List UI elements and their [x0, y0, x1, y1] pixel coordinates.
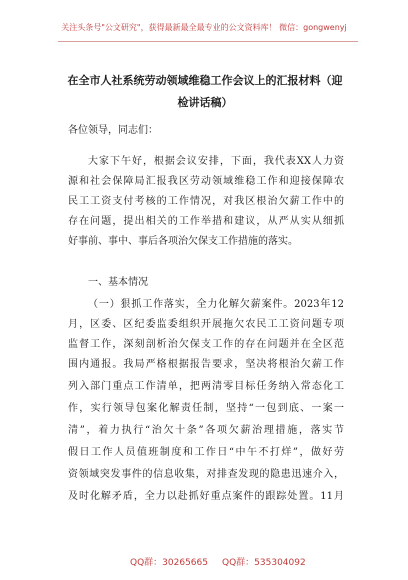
document-title [50, 70, 360, 114]
section-line: 假日工作人员值班制度和工作日“中午不打烊”，做好劳 [68, 447, 344, 458]
header-divider [58, 41, 358, 42]
intro-line: 源和社会保障局汇报我区劳动领域维稳工作和迎接保障农 [68, 176, 344, 187]
intro-line: 存在问题，提出相关的工作举措和建议，从严从实从细抓 [68, 216, 344, 227]
section-line: 月，区委、区纪委监委组织开展拖欠农民工工资问题专项 [68, 319, 344, 330]
qq-group-label: QQ群：30265665 [130, 558, 208, 568]
title-line-1: 在全市人社系统劳动领域维稳工作会议上的汇报材料（迎 [67, 74, 343, 87]
section-line: 资领域突发事件的信息收集，对排查发现的隐患迅速介入， [68, 469, 344, 480]
qq-group-label-2: QQ群：535304092 [222, 558, 306, 568]
intro-line: 民工工资支付考核的工作情况，对我区根治欠薪工作中的 [68, 196, 344, 207]
section-line: 围内通报。我局严格根据报告要求，坚决将根治欠薪工作 [68, 359, 344, 370]
section-line: 及时化解矛盾，全力以赴抓好重点案件的跟踪处置。11月 [68, 491, 344, 502]
intro-line: 大家下午好，根据会议安排，下面，我代表XX人力资 [88, 156, 344, 167]
section-line: 清”，着力执行“治欠十条”各项欠薪治理措施，落实节 [68, 425, 344, 436]
salutation: 各位领导，同志们： [68, 125, 158, 136]
section-line: 作，实行领导包案化解责任制，坚持“一包到底、一案一 [68, 403, 344, 414]
title-line-2: 检讲话稿） [177, 96, 233, 109]
section-line: （一）狠抓工作落实，全力化解欠薪案件。2023年12 [88, 299, 344, 310]
section-line: 列入部门重点工作清单，把两清零目标任务纳入常态化工 [68, 381, 344, 392]
intro-line: 好事前、事中、事后各项治欠保支工作措施的落实。 [68, 236, 298, 247]
section-heading: 一、基本情况 [88, 277, 148, 288]
header-banner: 关注头条号"公文研究"，获得最新最全最专业的公文资料库！ 微信：gongwenyj [61, 23, 347, 32]
section-line: 监督工作，深刻剖析治欠保支工作的存在问题并在全区范 [68, 339, 344, 350]
